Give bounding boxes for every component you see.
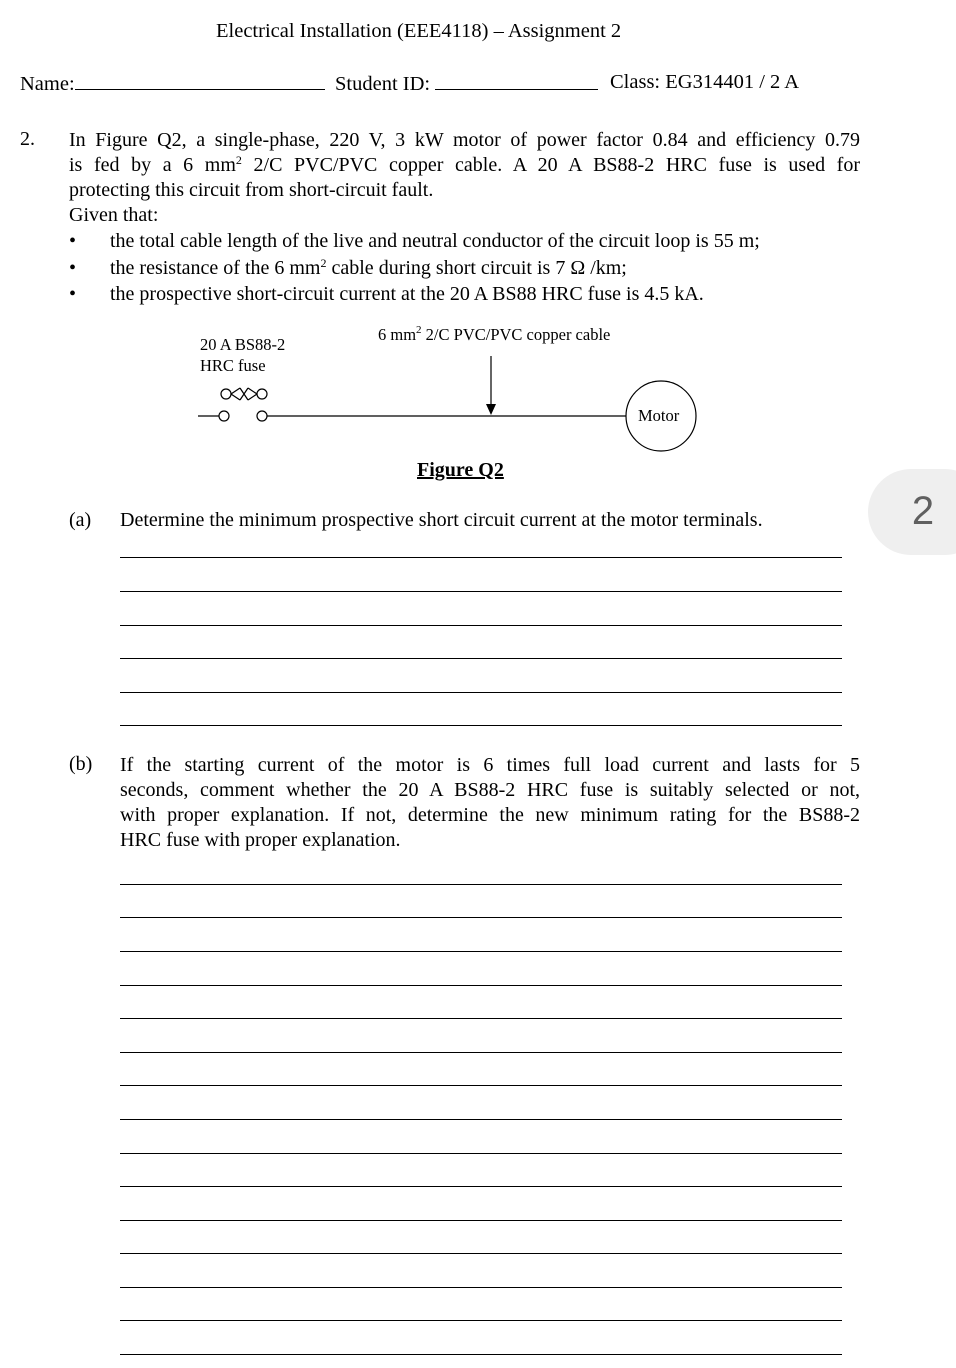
- intro-line-3: protecting this circuit from short-circuit fault.: [69, 179, 434, 201]
- answer-line[interactable]: [120, 591, 842, 592]
- part-b-line-4: HRC fuse with proper explanation.: [120, 829, 401, 851]
- fuse-link-icon: [231, 388, 257, 400]
- answer-line[interactable]: [120, 1287, 842, 1288]
- part-b-line-3: with proper explanation. If not, determine the new minimum rating for the BS88-2: [120, 804, 860, 826]
- bullet-icon: •: [69, 257, 77, 279]
- part-b-line-2: seconds, comment whether the 20 A BS88-2 HRC fuse is suitably selected or not,: [120, 779, 860, 801]
- student-id-blank: [435, 71, 598, 90]
- intro-line-4: Given that:: [69, 204, 159, 226]
- answer-line[interactable]: [120, 1153, 842, 1154]
- intro-line-2: is fed by a 6 $mm^2$ 2/C PVC/PVC copper cable. A 20 A BS88-2 HRC fuse is used for: [69, 153, 860, 176]
- cable-label: 6 $mm^2$ 2/C PVC/PVC copper cable: [378, 324, 611, 344]
- part-b-line-1: If the starting current of the motor is 6 times full load current and lasts for 5: [120, 754, 860, 776]
- student-id-label: Student ID:: [335, 71, 598, 96]
- answer-line[interactable]: [120, 1186, 842, 1187]
- answer-line[interactable]: [120, 1119, 842, 1120]
- fuse-contact-upper-left: [221, 389, 231, 399]
- page-number-badge: 2: [868, 469, 956, 555]
- fuse-label-line-2: HRC fuse: [200, 356, 266, 375]
- fuse-label-line-1: 20 A BS88-2: [200, 335, 286, 354]
- part-b-text: [120, 753, 860, 853]
- part-a-text: Determine the minimum prospective short circuit current at the motor terminals.: [120, 509, 763, 531]
- document-title: Electrical Installation (EEE4118) – Assignment 2: [216, 20, 622, 42]
- answer-line[interactable]: [120, 1354, 842, 1355]
- class-label: Class: EG314401 / 2 A: [610, 71, 800, 93]
- fuse-contact-upper-right: [257, 389, 267, 399]
- intro-line-1: In Figure Q2, a single-phase, 220 V, 3 kW motor of power factor 0.84 and efficiency 0.79: [69, 129, 860, 151]
- answer-line[interactable]: [120, 1018, 842, 1019]
- part-a-label: (a): [69, 509, 92, 531]
- bullet-icon: •: [69, 283, 77, 305]
- motor-label: Motor: [638, 406, 680, 425]
- answer-line[interactable]: [120, 917, 842, 918]
- answer-line[interactable]: [120, 557, 842, 558]
- question-intro: [69, 128, 860, 228]
- name-label: Name:: [20, 71, 325, 96]
- answer-line[interactable]: [120, 1052, 842, 1053]
- fuse-terminal-left: [219, 411, 229, 421]
- circuit-diagram: [190, 348, 705, 458]
- answer-line[interactable]: [120, 1085, 842, 1086]
- bullet-icon: •: [69, 230, 77, 252]
- given-item-1: the total cable length of the live and neutral conductor of the circuit loop is 55 m;: [110, 230, 760, 252]
- figure-caption: Figure Q2: [417, 459, 504, 481]
- answer-line[interactable]: [120, 625, 842, 626]
- answer-line[interactable]: [120, 1220, 842, 1221]
- answer-line[interactable]: [120, 692, 842, 693]
- answer-line[interactable]: [120, 884, 842, 885]
- answer-line[interactable]: [120, 985, 842, 986]
- question-number: 2.: [20, 128, 35, 150]
- fuse-terminal-right: [257, 411, 267, 421]
- answer-line[interactable]: [120, 1320, 842, 1321]
- given-item-2: the resistance of the 6 $mm^2$ cable during short circuit is 7 Ω /km;: [110, 256, 627, 279]
- answer-line[interactable]: [120, 658, 842, 659]
- given-item-3: the prospective short-circuit current at the 20 A BS88 HRC fuse is 4.5 kA.: [110, 283, 704, 305]
- cable-arrow-head-icon: [486, 404, 496, 415]
- answer-line[interactable]: [120, 1253, 842, 1254]
- answer-line[interactable]: [120, 951, 842, 952]
- part-b-label: (b): [69, 753, 93, 775]
- name-blank: [75, 71, 325, 90]
- answer-line[interactable]: [120, 725, 842, 726]
